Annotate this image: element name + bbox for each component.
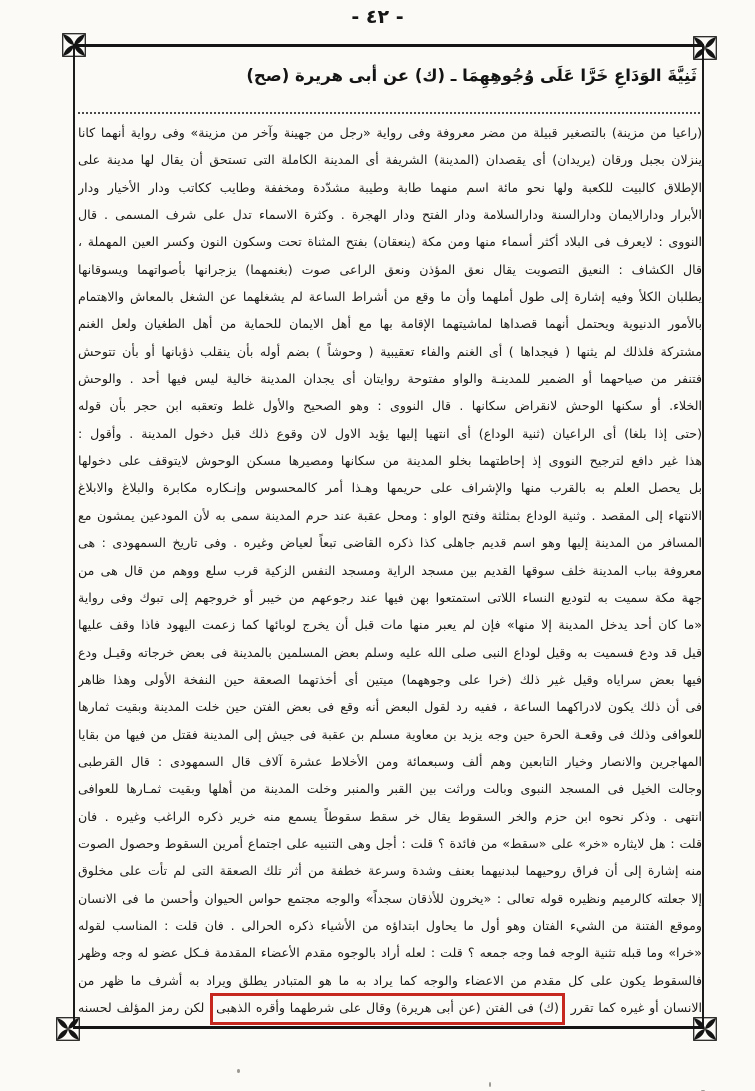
text-line: يطلبان الكلأ وفيه إشارة إلى طول أملهما وأن ما وقع من أشراط الساعة لم يشغلهما عن الشغل بالمعاش والاهتمام [78,289,702,305]
text-line: منه إشارة إلى أن فراق روحيهما لبدنيهما بعنف وشدة وسرعة خطفة من أثر تلك الصعقة التى لم تأت على مخلوق [78,863,702,879]
text-line: وجالت الخيل فى المسجد النبوى وبالت وراثت بين القبر والمنبر وخلت المدينة من أهلها وبقيت ثمـارها للعوافى [78,781,702,797]
text-line-last [78,994,702,1021]
last-line-after: لكن رمز المؤلف لحسنه [78,1000,210,1015]
text-line: فتنفر من صياحهما أو الضمير للمدينـة والواو مفتوحة روايتان أى يجدان المدينة خالية ليس فيها أحد . والوحش [78,371,702,387]
text-line: إلا جعلته كالرميم ونظيره قوله تعالى : «يخرون للأذقان سجداً» والوجه مجتمع حواس الحيوان وأحسن ما فى الانسان [78,890,702,906]
hadith-heading: ثَنِيَّةَ الوَدَاعِ خَرَّا عَلَى وُجُوهِهِمَا ـ (ك) عن أبى هريرة (صح) [246,66,697,85]
text-line: جهة مكة سميت به لتوديع النساء اللاتى استمتعوا بهن فيها عند رجوعهم من خيبر أو خروجهم إلى تبوك وفى رواية [78,589,702,605]
page-number: - ٤٢ - [351,6,404,28]
text-line: الأبرار ودارالايمان ودارالسنة ودارالسلامة ودار الفتح ودار الهجرة . وكثرة الاسماء تدل على شرف المسمى . قال [78,207,702,223]
corner-ornament-icon [62,33,86,57]
text-line: انتهى . وذكر نحوه ابن حزم والخر السقوط يقال خر سقط سقوطاً يسمع منه خرير ذكره الراغب وغيره . فان [78,808,702,824]
text-line: المهاجرين والانصار وخيار التابعين وهم ألف وسبعمائة ومن الأخلاط عشرة آلاف قال السمهودى : قال القرطبى [78,753,702,769]
text-line: النووى : لايعرف فى البلاد أكثر أسماء منها ومن مكة (ينعقان) بفتح المثناة تحت وسكون النون وكسر العين المهملة ، [78,234,702,250]
text-line: بالأمور الدنيوية ويحتمل أنهما قصداها لماشيتهما الإقامة بها مع أهل الايمان للحماية من أهل الطغيان ولعل الغنم [78,316,702,332]
text-line: «خرا» وما قبله تثنية الوجه فما وجه جمعه ؟ قلت : لعله أراد بالوجوه مقدم الأعضاء المقدمة فـكل عضو له وجه وظهر [78,945,702,961]
text-line: (راعيا من مزينة) بالتصغير قبيلة من مضر معروفة وفى رواية «رجل من جهينة وآخر من مزينة» وفى رواية أنهما كانا [78,125,702,140]
highlighted-text: (ك) فى الفتن (عن أبى هريرة) وقال على شرطهما وأقره الذهبى [216,1000,559,1015]
text-line: وموقع الفتنة من الشيء الفتان وهو أول ما يحاول ابتداؤه من الأشياء ذكره الحرالى . فان قلت : المناسب لقوله [78,917,702,933]
text-line: قلت : هل لايثاره «خر» على «سقط» من فائدة ؟ قلت : أجل وهى التنبيه على اجتماع أمرين السقوط وحصول الصوت [78,835,702,851]
highlight-box [210,993,565,1025]
corner-ornament-icon [693,36,717,60]
text-line: فى أن ذلك يكون لادراكهما الساعة ، ففيه رد لقول البعض أنه وقع فى بعض الفتن حين خلت المدينة وبقيت ثمارها [78,699,702,715]
text-line: هذا غير دافع لترجيح النووى إذ إحاطتهما بخلو المدينة من سكانها ومصيرها مسكن الوحوش لايتوقف على دخولها [78,453,702,469]
corner-ornament-icon [56,1017,80,1041]
text-line: «ما كان أحد يدخل المدينة إلا منها» فإن لم يعبر منها مات قبل أن يخرج لوبائها كما زعمت اليهود فاذا وقف عليها [78,617,702,633]
text-line: بل يحصل العلم به بالقرب منها والإشراف على حريمها وهـذا أمر كالمحسوس وإنـكاره مكابرة والبلاغ والابلاغ [78,480,702,496]
text-line: الخلاء. أو سكنها الوحش لانقراض سكانها . قال النووى : وهو الصحيح والأول غلط وتعقبه ابن حجر بأن قوله [78,398,702,414]
commentary-text [78,119,702,1021]
last-line-before: الانسان أو غيره كما تقرر [565,1000,703,1015]
dotted-separator [78,112,700,114]
text-line: المسافر من المدينة إليها وهو اسم قديم جاهلى كذا ذكره القاضى تبعاً لعياض وغيره . وفى تاريخ السمهودى : هى [78,535,702,551]
text-line: معروفة بباب المدينة خلف سوقها القديم بين مسجد الراية ومسجد النفس الزكية قرب سلع ووهم من قال هى من [78,562,702,578]
text-line: للعوافى وذلك فى وقعـة الحرة حين وجه يزيد بن معاوية مسلم بن عقبة فى جيش إلى المدينة فقتل من فيها من بقايا [78,726,702,742]
text-line: ينزلان بجبل ورقان (يريدان) أى يقصدان (المدينة) الشريفة أى المدينة الكاملة التى تستحق أن يقال لها مدينة على [78,152,702,168]
text-line: قال الكشاف : النعيق التصويت يقال نعق المؤذن ونعق الراعى صوت (بغنمهما) يزجرانها بأصواتهما ويسوقانها [78,261,702,277]
text-line: الانتهاء إلى المقصد . وثنية الوداع بمثلثة وفتح الواو : ومحل عقبة عند حرم المدينة سمى به لأن المودعين يمشون مع [78,507,702,523]
text-line: مشتركة فلذلك لم يثنها ( فيجداها ) أى الغنم والفاء تعقيبية ( وحوشاً ) بضم أوله بأن ينقلب ذؤبانها أو بأن تتوحش [78,343,702,359]
scan-speck [489,1082,491,1087]
scan-speck [237,1069,240,1073]
text-line: فالسقوط يكون على كل مقدم من الاعضاء والوجه كما يراد به ما هو المتبادر يطلق ويراد به أشرف ما ظهر من [78,972,702,988]
text-line: فيها بعض سراياه وقيل غير ذلك (خرا على وجوههما) ميتين أى أخذتهما الصعقة حين النفخة الأولى وهذا ظاهر [78,671,702,687]
text-line: (حتى إذا بلغا) أى الراعيان (ثنية الوداع) أى انتهيا إليها يؤيد الاول لان وقوع ذلك قبل دخول المدينة . وأقول : [78,425,702,441]
text-line: الإطلاق كالبيت للكعبة ولها نحو مائة اسم منهما طابة وطيبة مشدّدة ومخففة وطايب ككاتب ودار الأخيار ودار [78,179,702,195]
text-line: قيل قد ودع فسميت به وقيل لوداع النبى صلى الله عليه وسلم بعض المسلمين بالمدينة فى بعض خرجاته وقيـل ودع [78,644,702,660]
